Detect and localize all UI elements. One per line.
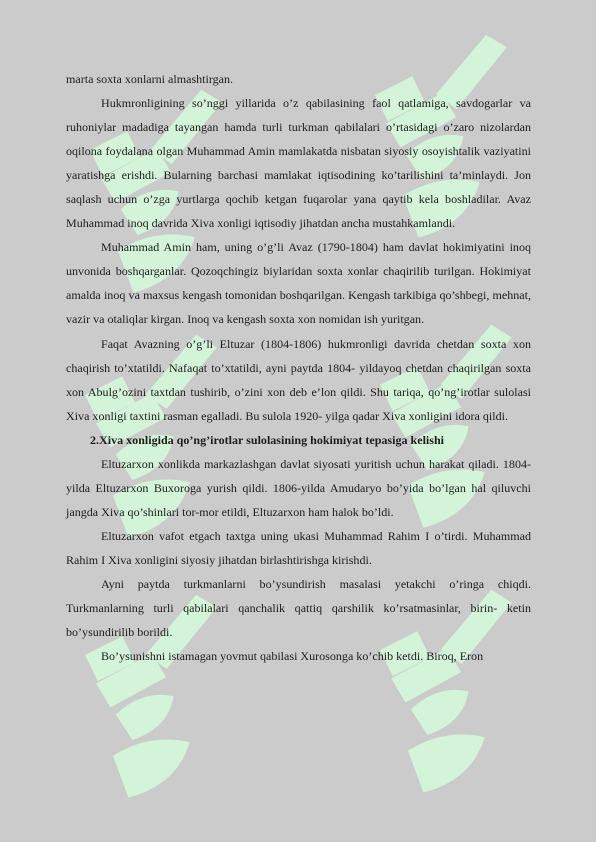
document-body (66, 67, 531, 668)
paragraph: Hukmronligining so’nggi yillarida o’z qabilasining faol qatlamiga, savdogarlar va ruhoniylar madadiga tayangan hamda turli turkman qabilalari o’rtasidagi o’zaro nizolardan oqilona foydalana olgan Muhammad Amin mamlakatda nisbatan siyosiy osoyishtalik vaziyatini yaratishga erishdi. Bularning barchasi mamlakat iqtisodining ko’tarilishini ta’minlaydi. Jon saqlash uchun o’zga yurtlarga qochib ketgan fuqarolar yana qaytib kela boshladilar. Avaz Muhammad inoq davrida Xiva xonligi iqtisodiy jihatdan ancha mustahkamlandi. (66, 96, 531, 231)
paragraph: Muhammad Amin ham, uning o’g’li Avaz (1790-1804) ham davlat hokimiyatini inoq unvonida boshqarganlar. Qozoqchingiz biylaridan soxta xonlar chaqirilib turilgan. Hokimiyat amalda inoq va maxsus kengash tomonidan boshqarilgan. Kengash tarkibiga qo’shbegi, mehnat, vazir va otaliqlar kirgan. Inoq va kengash soxta xon nomidan ish yuritgan. (66, 240, 531, 327)
paragraph: Eltuzarxon xonlikda markazlashgan davlat siyosati yuritish uchun harakat qiladi. 1804- yilda Eltuzarxon Buxoroga yurish qildi. 1806-yilda Amudaryo bo’yida bo’lgan hal qiluvchi jangda Xiva qo’shinlari tor-mor etildi, Eltuzarxon ham halok bo’ldi. (66, 456, 531, 519)
paragraph: Ayni paytda turkmanlarni bo’ysundirish masalasi yetakchi o’ringa chiqdi. Turkmanlarning turli qabilalari qanchalik qattiq qarshilik ko’rsatmasinlar, birin- ketin bo’ysundirilib borildi. (66, 576, 531, 640)
section-heading: 2.Xiva xonligida qo’ng’irotlar sulolasining hokimiyat tepasiga kelishi (90, 432, 445, 447)
paragraph: Bo’ysunishni istamagan yovmut qabilasi Xurosonga ko’chib ketdi. Biroq, Eron (101, 649, 484, 664)
paragraph: Faqat Avazning o’g’li Eltuzar (1804-1806) hukmronligi davrida chetdan soxta xon chaqirish to’xtatildi. Nafaqat to’xtatildi, ayni paytda 1804- yildayoq chetdan chaqirilgan soxta xon Abulg’ozini taxtdan tushirib, o’zini xon deb e’lon qildi. Shu tariqa, qo’ng’irotlar sulolasi Xiva xonligi taxtini rasman egalladi. Bu sulola 1920- yilga qadar Xiva xonligini idora qildi. (66, 336, 531, 423)
paragraph: Eltuzarxon vafot etgach taxtga uning ukasi Muhammad Rahim I o’tirdi. Muhammad Rahim I Xiva xonligini siyosiy jihatdan birlashtirishga kirishdi. (66, 528, 531, 567)
paragraph: marta soxta xonlarni almashtirgan. (66, 72, 234, 86)
